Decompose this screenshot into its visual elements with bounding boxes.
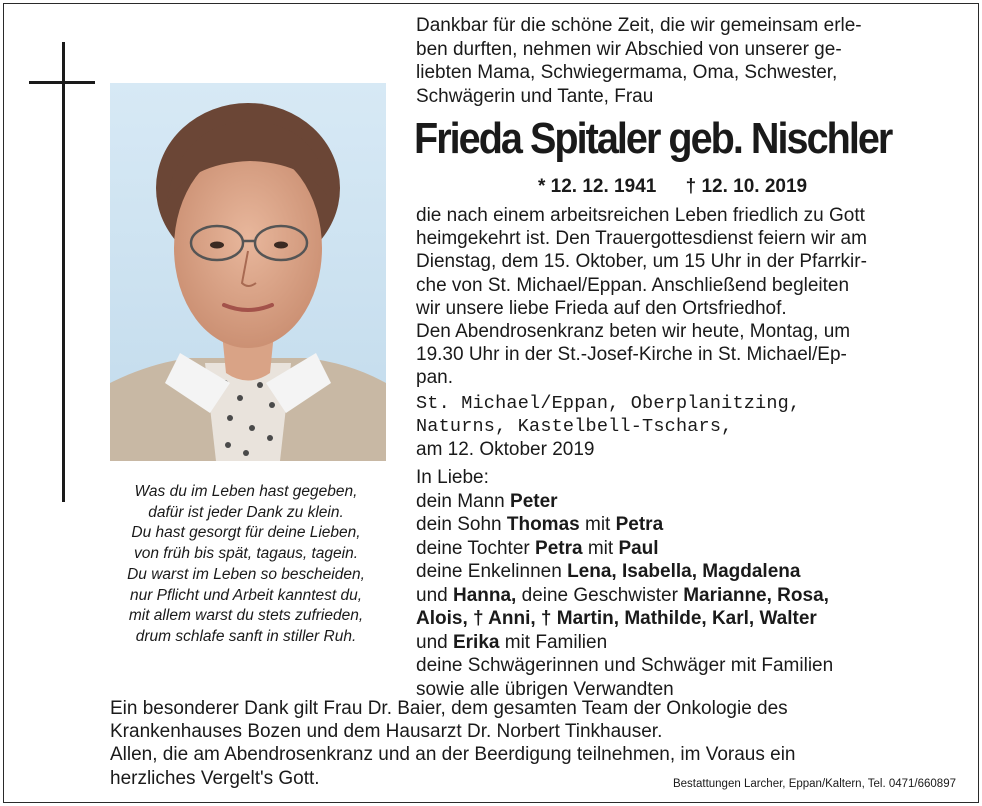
relation: dein Mann [416, 490, 511, 512]
poem-line: Du warst im Leben so bescheiden, [127, 565, 365, 583]
notice-date: am 12. Oktober 2019 [416, 439, 595, 460]
poem-line: nur Pflicht und Arbeit kanntest du, [129, 586, 363, 604]
cross-horizontal-bar [29, 81, 95, 84]
mourner-line [416, 513, 833, 537]
mourner-name: Alois, † Anni, † Martin, Mathilde, Karl, Walter [416, 608, 817, 629]
details-line: wir unsere liebe Frieda auf den Ortsfriedhof. [416, 297, 787, 319]
intro-paragraph [416, 14, 956, 108]
details-line: Den Abendrosenkranz beten wir heute, Montag, um [416, 321, 851, 343]
relation: dein Sohn [416, 514, 507, 535]
memorial-poem [96, 482, 396, 648]
mourner-name: Petra [535, 537, 583, 559]
mourners-heading: In Liebe: [416, 467, 489, 488]
mourner-name: Hanna, [452, 584, 517, 606]
details-line: che von St. Michael/Eppan. Anschließend begleiten [416, 274, 850, 296]
relation: und [416, 631, 453, 653]
mourner-line: deine Schwägerinnen und Schwäger mit Familien [416, 655, 834, 676]
poem-line: Was du im Leben hast gegeben, [134, 483, 358, 500]
poem-line: mit allem warst du stets zufrieden, [128, 607, 364, 625]
thanks-line: Ein besonderer Dank gilt Frau Dr. Baier, dem gesamten Team der Onkologie des [110, 698, 788, 719]
portrait-photo [110, 83, 386, 461]
relation: deine Geschwister [516, 584, 684, 606]
mourner-line [416, 631, 833, 655]
life-dates [538, 176, 807, 198]
poem-line: dafür ist jeder Dank zu klein. [148, 503, 344, 521]
mourner-name: Thomas [506, 514, 580, 535]
details-line: heimgekehrt ist. Den Trauergottesdienst feiern wir am [416, 228, 867, 250]
mourner-name: Lena, Isabella, Magdalena [567, 561, 801, 582]
intro-line: Dankbar für die schöne Zeit, die wir gemeinsam erle- [416, 15, 862, 36]
mourner-line [416, 584, 833, 608]
mourners-list [416, 466, 833, 701]
mourner-name: Paul [618, 537, 659, 559]
thanks-paragraph [110, 697, 796, 790]
thanks-line: Krankenhauses Bozen und dem Hausarzt Dr. Norbert Tinkhauser. [110, 721, 663, 743]
mourner-line [416, 560, 833, 584]
funeral-details [416, 204, 867, 390]
details-line: 19.30 Uhr in der St.-Josef-Kirche in St. Michael/Ep- [416, 344, 847, 366]
mourner-name: Petra [615, 514, 664, 535]
relation: deine Tochter [416, 537, 536, 559]
death-date: † 12. 10. 2019 [685, 176, 808, 197]
places-line: St. Michael/Eppan, Oberplanitzing, [416, 393, 801, 414]
relation: mit [582, 537, 619, 559]
mourner-line [416, 607, 833, 631]
mourner-line [416, 490, 833, 514]
thanks-line: Allen, die am Abendrosenkranz und an der Beerdigung teilnehmen, im Voraus ein [110, 744, 796, 766]
details-line: Dienstag, dem 15. Oktober, um 15 Uhr in der Pfarrkir- [416, 251, 867, 273]
portrait-image [110, 83, 386, 461]
poem-line: von früh bis spät, tagaus, tagein. [133, 545, 359, 563]
mourner-name: Erika [452, 631, 500, 653]
funeral-home-credit: Bestattungen Larcher, Eppan/Kaltern, Tel. 0471/660897 [672, 778, 956, 790]
relation: deine Enkelinnen [416, 561, 568, 582]
relation: mit Familien [499, 631, 608, 653]
birth-date: * 12. 12. 1941 [538, 176, 657, 197]
intro-line: Schwägerin und Tante, Frau [416, 85, 654, 107]
details-line: die nach einem arbeitsreichen Leben friedlich zu Gott [416, 205, 865, 226]
poem-line: Du hast gesorgt für deine Lieben, [131, 524, 361, 542]
intro-line: liebten Mama, Schwiegermama, Oma, Schwester, [416, 62, 838, 83]
mourner-line [416, 537, 833, 561]
deceased-name: Frieda Spitaler geb. Nischler [414, 114, 892, 163]
details-line: pan. [416, 367, 453, 389]
mourner-line: sowie alle übrigen Verwandten [416, 678, 674, 700]
place-and-date [416, 392, 800, 461]
relation: und [416, 584, 453, 606]
poem-line: drum schlafe sanft in stiller Ruh. [135, 627, 357, 645]
cross-vertical-bar [62, 42, 65, 502]
mourner-name: Peter [510, 490, 558, 512]
intro-line: ben durften, nehmen wir Abschied von unserer ge- [416, 38, 842, 60]
relation: mit [579, 514, 616, 535]
mourner-name: Marianne, Rosa, [683, 584, 829, 606]
thanks-line: herzliches Vergelt's Gott. [110, 767, 320, 789]
places-line: Naturns, Kastelbell-Tschars, [416, 416, 733, 437]
